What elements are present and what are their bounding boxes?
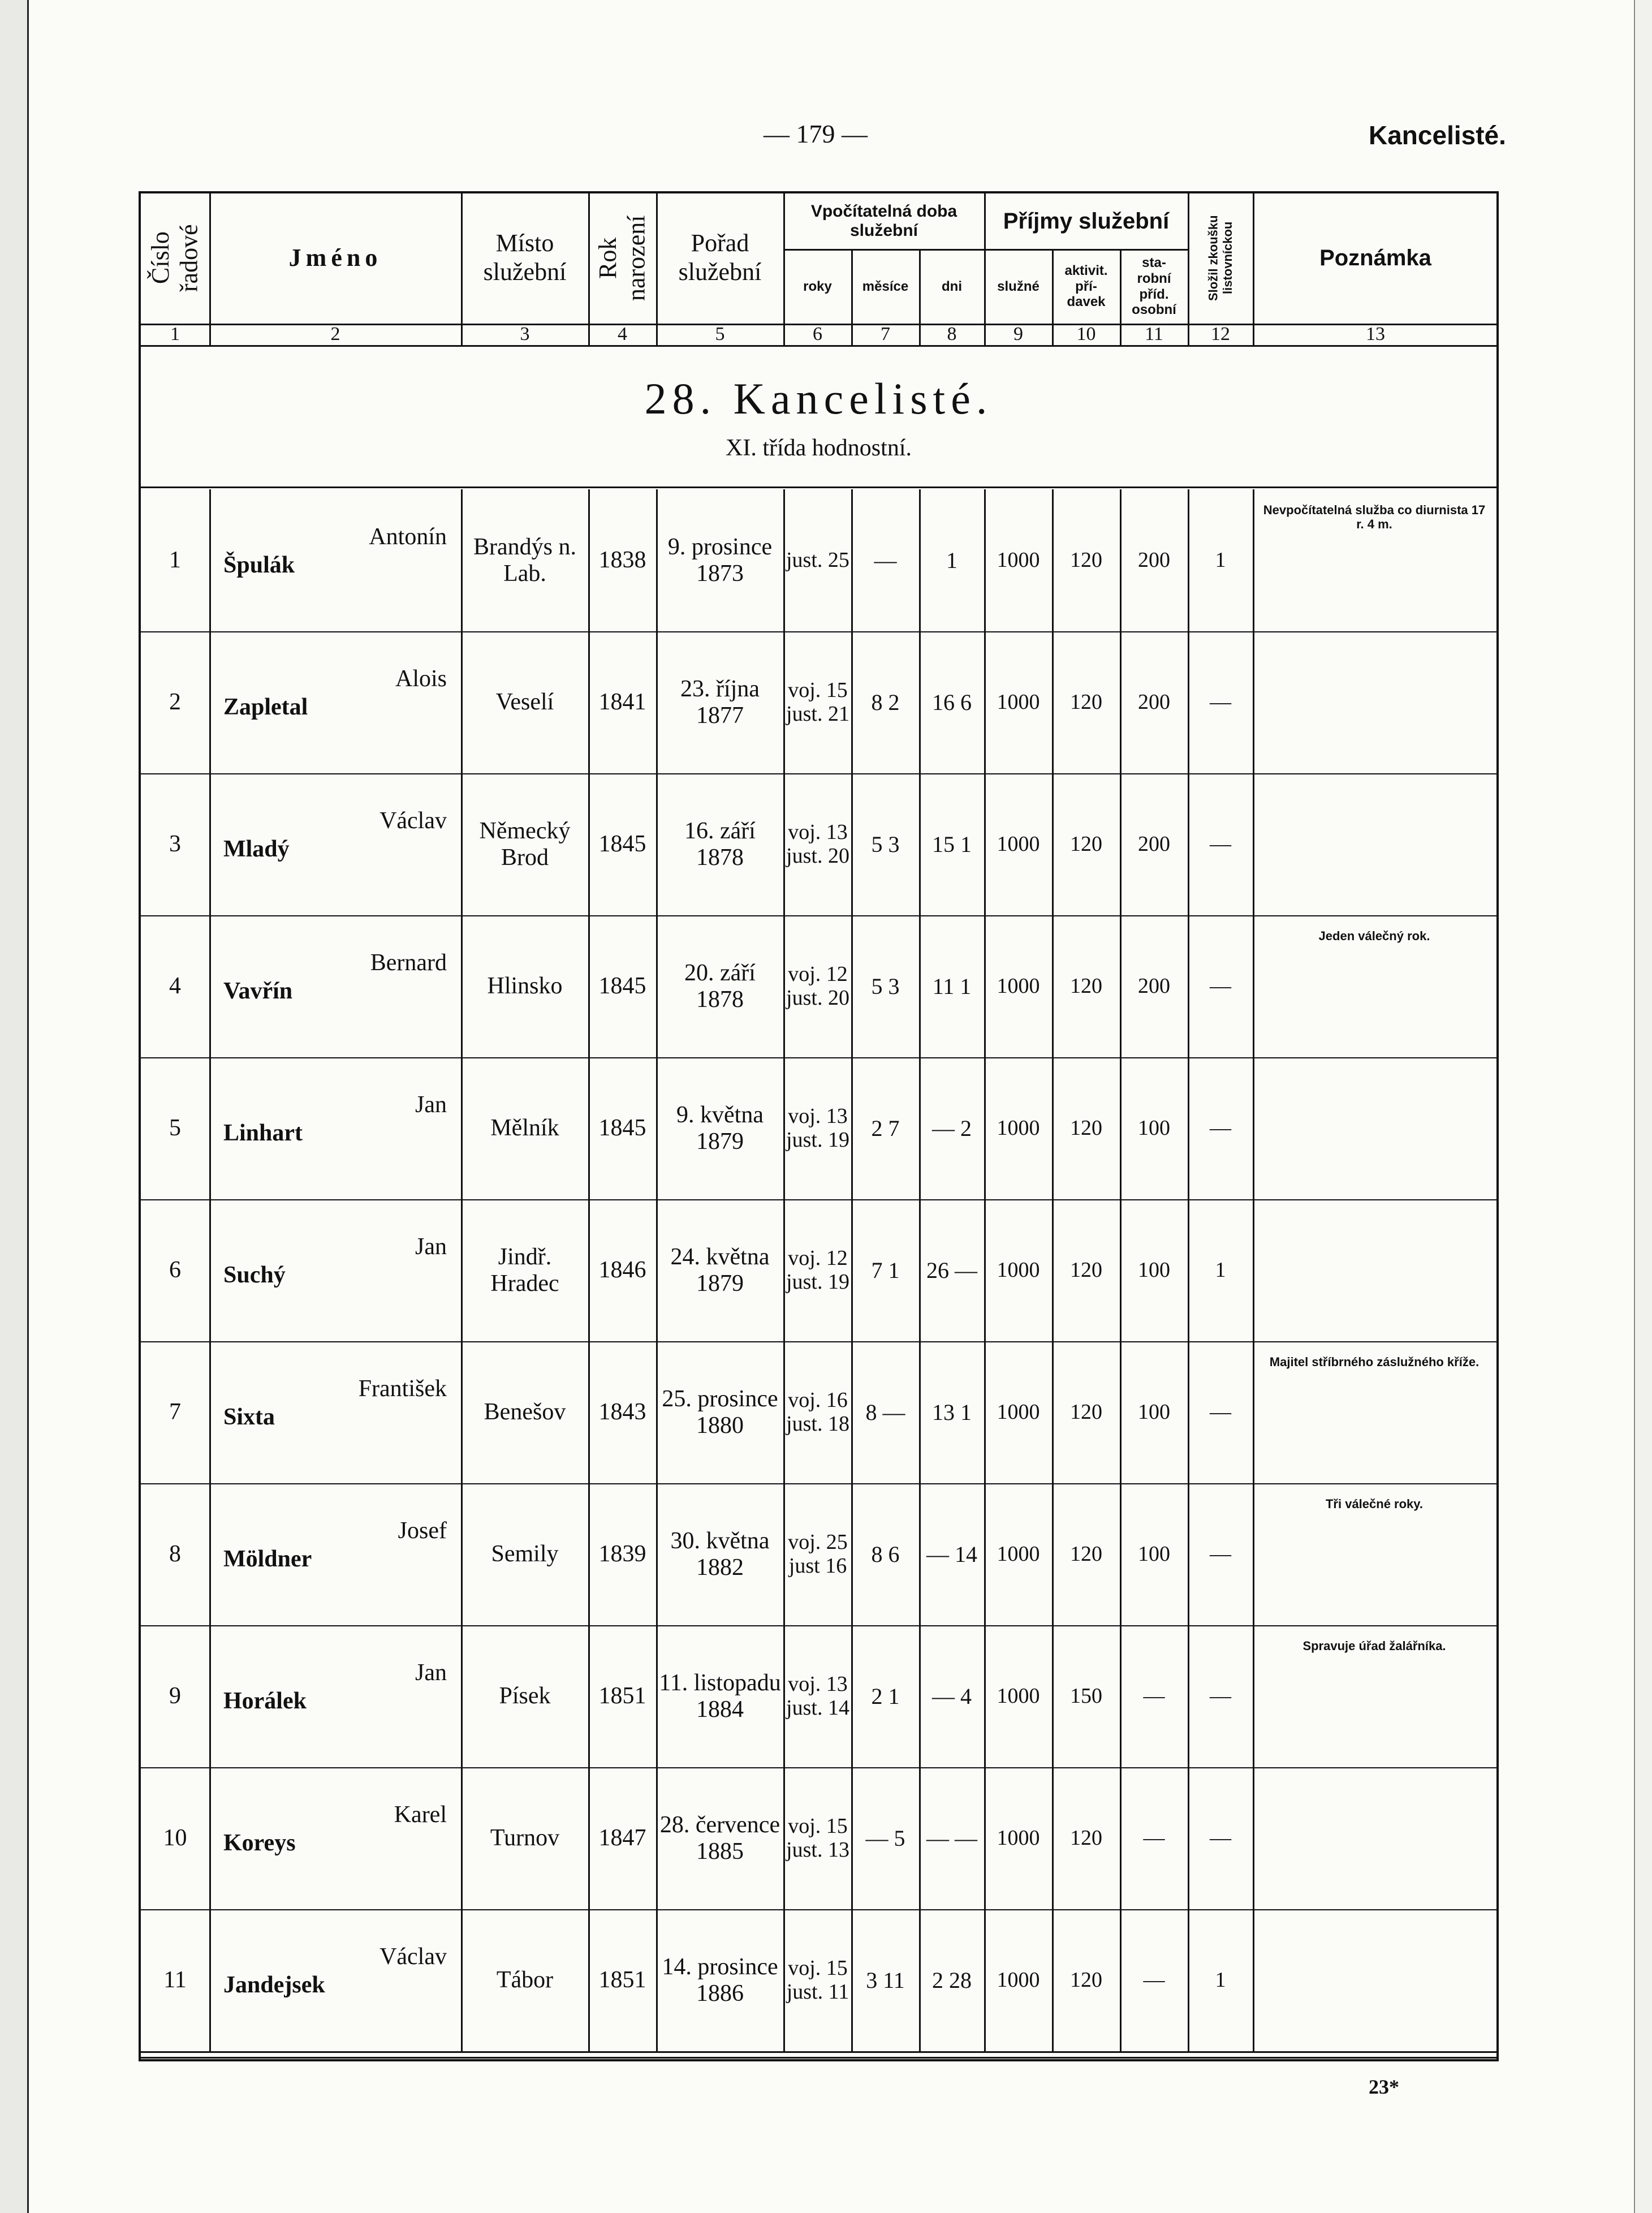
service-kind: voj. 15 just. 21 (786, 678, 849, 726)
surname: Špulák (223, 552, 295, 578)
header-rok: Rok narození (593, 215, 650, 301)
salary: 1000 (997, 1684, 1040, 1708)
service-order: 23. října 1877 (680, 676, 760, 729)
given-name: Václav (379, 1944, 447, 1970)
header-dni: dni (942, 278, 962, 294)
given-name: Jan (415, 1660, 447, 1686)
service-days: — 14 (926, 1541, 977, 1567)
birth-year: 1845 (598, 1115, 646, 1142)
activity-allowance: 120 (1070, 1116, 1102, 1140)
row-number: 5 (169, 1115, 181, 1142)
service-kind: just. 25 (786, 548, 849, 572)
surname: Zapletal (223, 694, 308, 720)
birth-year: 1847 (598, 1825, 646, 1852)
given-name: Bernard (370, 950, 447, 976)
column-number: 1 (170, 324, 180, 345)
service-months: 2 1 (871, 1683, 900, 1709)
service-months: 3 11 (866, 1967, 905, 1993)
service-order: 20. září 1878 (684, 960, 756, 1013)
service-order: 30. května 1882 (670, 1528, 770, 1581)
column-number: 7 (881, 324, 890, 345)
section-subtitle: XI. třída hodnostní. (726, 435, 912, 461)
exam-passed: — (1210, 690, 1231, 714)
column-number-rule (141, 345, 1496, 347)
page-number: — 179 — (764, 119, 868, 148)
service-order: 25. prosince 1880 (662, 1386, 778, 1439)
exam-passed: — (1210, 1400, 1231, 1424)
row-number: 11 (163, 1967, 187, 1994)
personal-allowance: 100 (1138, 1116, 1170, 1140)
service-days: — 4 (932, 1683, 972, 1709)
exam-passed: — (1210, 1116, 1231, 1140)
column-number: 3 (520, 324, 530, 345)
salary: 1000 (997, 690, 1040, 714)
birth-year: 1838 (598, 547, 646, 574)
service-order: 28. července 1885 (659, 1812, 780, 1865)
activity-allowance: 120 (1070, 1542, 1102, 1566)
personal-allowance: — (1143, 1825, 1165, 1850)
remark: Spravuje úřad žalářníka. (1302, 1639, 1446, 1653)
activity-allowance: 120 (1070, 548, 1102, 572)
service-months: — (874, 547, 897, 573)
salary: 1000 (997, 1400, 1040, 1424)
table-bottom-rule (141, 2057, 1496, 2059)
given-name: Antonín (369, 524, 447, 550)
header-doba: Vpočítatelná doba služební (810, 201, 957, 240)
col-divider (783, 489, 785, 2051)
personal-allowance: 100 (1138, 1542, 1170, 1566)
exam-passed: 1 (1215, 1967, 1226, 1992)
salary: 1000 (997, 548, 1040, 572)
scan-right-edge (1634, 0, 1652, 2213)
header-prijmy: Příjmy služební (1003, 209, 1170, 234)
service-kind: voj. 16 just. 18 (786, 1388, 849, 1436)
birth-year: 1851 (598, 1683, 646, 1710)
column-number: 8 (947, 324, 957, 345)
column-number: 2 (330, 324, 340, 345)
activity-allowance: 120 (1070, 1967, 1102, 1992)
salary: 1000 (997, 1116, 1040, 1140)
activity-allowance: 150 (1070, 1684, 1102, 1708)
service-months: 8 2 (871, 689, 900, 715)
salary: 1000 (997, 974, 1040, 998)
birth-year: 1841 (598, 689, 646, 716)
column-number: 12 (1211, 324, 1230, 345)
surname: Linhart (223, 1120, 303, 1146)
service-place: Turnov (490, 1825, 560, 1852)
header-sluzne: služné (997, 278, 1039, 294)
remark: Jeden válečný rok. (1318, 929, 1430, 943)
activity-allowance: 120 (1070, 690, 1102, 714)
service-months: 8 6 (871, 1541, 900, 1567)
service-order: 16. září 1878 (684, 818, 756, 871)
service-months: 5 3 (871, 831, 900, 857)
service-order: 24. května 1879 (670, 1244, 770, 1297)
row-number: 1 (169, 547, 181, 574)
service-order: 14. prosince 1886 (662, 1954, 778, 2007)
service-place: Brandýs n. Lab. (473, 534, 576, 587)
exam-passed: — (1210, 1542, 1231, 1566)
personal-allowance: 200 (1138, 548, 1170, 572)
service-order: 9. května 1879 (676, 1102, 764, 1155)
surname: Suchý (223, 1262, 286, 1288)
remark: Majitel stříbrného záslužného kříže. (1269, 1355, 1480, 1369)
header-misto: Místo služební (483, 229, 567, 286)
header-jmeno: Jméno (288, 243, 382, 272)
row-number: 10 (163, 1825, 187, 1852)
given-name: František (358, 1376, 447, 1402)
column-number: 4 (618, 324, 627, 345)
personal-allowance: — (1143, 1967, 1165, 1992)
service-place: Semily (491, 1541, 559, 1568)
activity-allowance: 120 (1070, 1825, 1102, 1850)
remark: Tři válečné roky. (1325, 1497, 1423, 1511)
given-name: Jan (415, 1092, 447, 1118)
service-days: 13 1 (932, 1399, 972, 1425)
activity-allowance: 120 (1070, 974, 1102, 998)
column-number: 11 (1145, 324, 1163, 345)
column-number: 9 (1013, 324, 1023, 345)
exam-passed: — (1210, 1825, 1231, 1850)
service-place: Písek (499, 1683, 551, 1710)
header-porad: Pořad služební (678, 229, 762, 286)
birth-year: 1846 (598, 1257, 646, 1284)
column-number: 10 (1076, 324, 1096, 345)
service-place: Tábor (496, 1967, 554, 1994)
salary: 1000 (997, 1967, 1040, 1992)
activity-allowance: 120 (1070, 1258, 1102, 1282)
service-order: 9. prosince 1873 (667, 534, 773, 587)
exam-passed: — (1210, 974, 1231, 998)
personal-allowance: 100 (1138, 1400, 1170, 1424)
surname: Koreys (223, 1830, 296, 1856)
personal-allowance: — (1143, 1684, 1165, 1708)
row-number: 7 (169, 1399, 181, 1426)
given-name: Václav (379, 808, 447, 834)
row-number: 6 (169, 1257, 181, 1284)
col-divider (209, 489, 211, 2051)
salary: 1000 (997, 1542, 1040, 1566)
running-head: Kancelisté. (1369, 120, 1506, 150)
section-bottom-rule (141, 486, 1496, 488)
remark: Nevpočítatelná služba co diurnista 17 r. 4 m. (1263, 503, 1486, 532)
exam-passed: — (1210, 832, 1231, 856)
row-number: 8 (169, 1541, 181, 1568)
header-starobni: sta- robní příd. osobní (1132, 255, 1176, 318)
scan-left-edge (0, 0, 29, 2213)
service-days: 16 6 (932, 689, 972, 715)
service-days: 2 28 (932, 1967, 972, 1993)
given-name: Karel (394, 1802, 447, 1828)
service-kind: voj. 13 just. 20 (786, 820, 849, 868)
header-roky: roky (803, 278, 832, 294)
personal-allowance: 200 (1138, 832, 1170, 856)
surname: Jandejsek (223, 1972, 325, 1998)
salary: 1000 (997, 1825, 1040, 1850)
surname: Möldner (223, 1546, 312, 1572)
service-kind: voj. 15 just. 13 (786, 1814, 849, 1862)
surname: Mladý (223, 836, 290, 862)
given-name: Jan (415, 1234, 447, 1260)
service-days: — — (926, 1825, 977, 1851)
service-place: Německý Brod (479, 818, 571, 871)
service-days: 11 1 (932, 973, 972, 999)
col-divider (1253, 489, 1254, 2051)
table-bottom-rule (141, 2051, 1496, 2053)
exam-passed: 1 (1215, 548, 1226, 572)
service-place: Mělník (490, 1115, 559, 1142)
service-order: 11. listopadu 1884 (659, 1670, 781, 1723)
column-number: 13 (1366, 324, 1385, 345)
service-days: 1 (946, 547, 957, 573)
salary: 1000 (997, 1258, 1040, 1282)
birth-year: 1843 (598, 1399, 646, 1426)
column-number: 5 (715, 324, 725, 345)
footer-signature: 23* (1369, 2076, 1399, 2098)
salary: 1000 (997, 832, 1040, 856)
section-title: 28. Kancelisté. (644, 374, 993, 423)
service-place: Benešov (484, 1399, 566, 1426)
surname: Sixta (223, 1404, 275, 1430)
personal-allowance: 200 (1138, 974, 1170, 998)
service-kind: voj. 13 just. 14 (786, 1672, 849, 1720)
header-cislo: Číslo řadové (146, 224, 203, 292)
service-kind: voj. 13 just. 19 (786, 1104, 849, 1152)
service-months: 2 7 (871, 1115, 900, 1141)
given-name: Alois (395, 666, 447, 692)
header-aktivni: aktivit. pří- davek (1064, 263, 1108, 310)
given-name: Josef (398, 1518, 447, 1544)
service-kind: voj. 25 just 16 (788, 1530, 848, 1578)
personal-allowance: 200 (1138, 690, 1170, 714)
service-months: 7 1 (871, 1257, 900, 1283)
service-days: — 2 (932, 1115, 972, 1141)
row-number: 9 (169, 1683, 181, 1710)
service-months: 5 3 (871, 973, 900, 999)
birth-year: 1845 (598, 973, 646, 1000)
service-kind: voj. 12 just. 19 (786, 1246, 849, 1294)
row-number: 4 (169, 973, 181, 1000)
surname: Vavřín (223, 978, 293, 1004)
personal-allowance: 100 (1138, 1258, 1170, 1282)
row-number: 3 (169, 831, 181, 858)
row-number: 2 (169, 689, 181, 716)
surname: Horálek (223, 1688, 307, 1714)
column-number: 6 (813, 324, 822, 345)
service-place: Hlinsko (487, 973, 563, 1000)
header-mesice: měsíce (862, 278, 909, 294)
birth-year: 1845 (598, 831, 646, 858)
exam-passed: 1 (1215, 1258, 1226, 1282)
birth-year: 1839 (598, 1541, 646, 1568)
exam-passed: — (1210, 1684, 1231, 1708)
service-place: Jindř. Hradec (490, 1244, 559, 1297)
header-zkouska: Složil zkoušku listovníckou (1206, 215, 1235, 301)
service-days: 15 1 (932, 831, 972, 857)
header-poznamka: Poznámka (1319, 246, 1431, 270)
service-kind: voj. 12 just. 20 (786, 962, 849, 1010)
service-months: — 5 (865, 1825, 905, 1851)
activity-allowance: 120 (1070, 1400, 1102, 1424)
service-place: Veselí (495, 689, 554, 716)
service-kind: voj. 15 just. 11 (786, 1956, 849, 2004)
activity-allowance: 120 (1070, 832, 1102, 856)
service-months: 8 — (865, 1399, 905, 1425)
birth-year: 1851 (598, 1967, 646, 1994)
service-days: 26 — (926, 1257, 977, 1283)
